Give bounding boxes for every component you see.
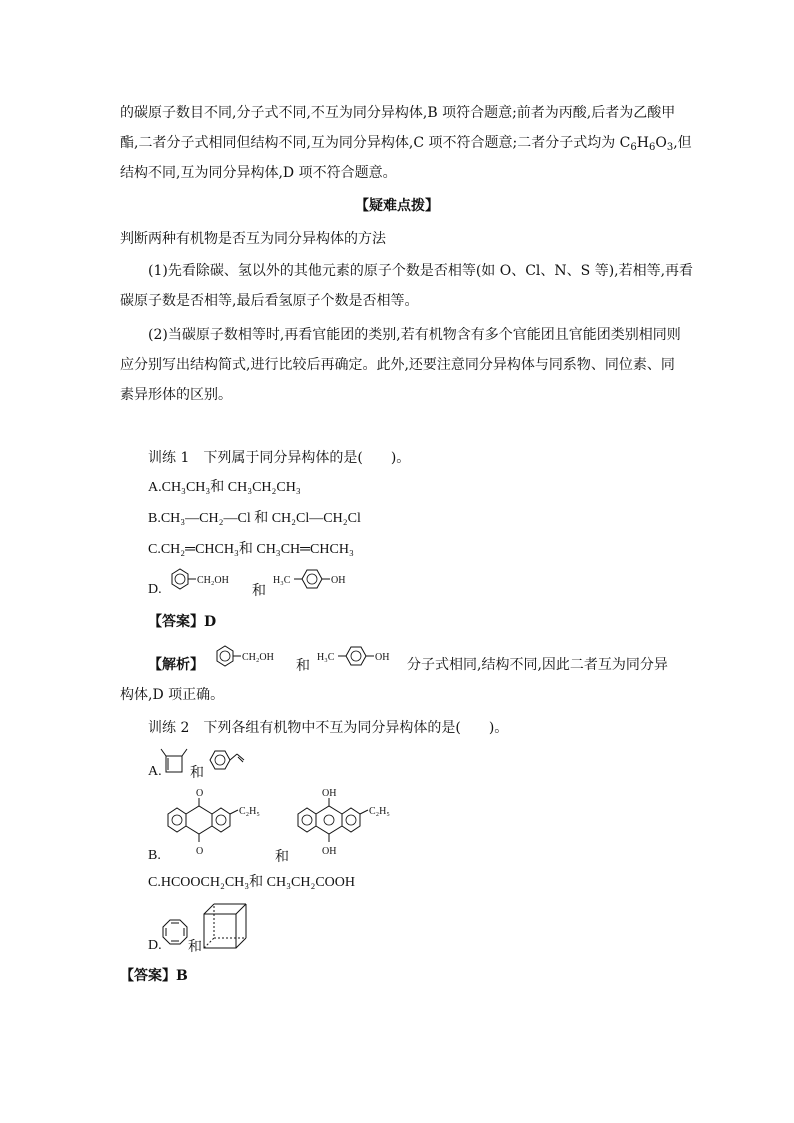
formula-label: CH₂OH [197, 575, 229, 586]
text-run: O [655, 135, 667, 151]
paragraph-line: 应分别写出结构简式,进行比较后再确定。此外,还要注意同分异构体与同系物、同位素、同 [120, 357, 675, 373]
paragraph-line: 碳原子数是否相等,最后看氢原子个数是否相等。 [120, 293, 419, 309]
benzyl-alcohol-structure [166, 568, 246, 596]
dimethylcyclobutene-structure [160, 746, 190, 780]
exercise1-option-d-prefix: D. [148, 582, 162, 597]
subscript: 6 [648, 142, 656, 153]
exercise2-question: 训练 2 下列各组有机物中不互为同分异构体的是( )。 [148, 720, 509, 736]
formula-label: OH [331, 575, 346, 586]
atom-label: OH [322, 788, 337, 799]
method-heading: 判断两种有机物是否互为同分异构体的方法 [120, 231, 386, 247]
and-word: 和 [296, 658, 310, 674]
paragraph-line: 结构不同,互为同分异构体,D 项不符合题意。 [120, 165, 397, 181]
formula-label: H₃C [317, 652, 335, 663]
subscript: 6 [630, 142, 637, 153]
paragraph-line [120, 133, 692, 153]
subscript: 3 [666, 142, 674, 153]
p-cresol-structure [272, 568, 372, 596]
paragraph-line: (1)先看除碳、氢以外的其他元素的原子个数是否相等(如 O、Cl、N、S 等),若相等,再看 [148, 263, 694, 279]
exercise2-option-b-prefix: B. [148, 848, 161, 863]
and-word: 和 [252, 583, 266, 599]
ethylanthracenediol-structure [290, 784, 410, 862]
substituent-label: C₂H₅ [239, 806, 260, 817]
benzyl-alcohol-structure [211, 645, 291, 673]
and-word: 和 [190, 765, 204, 781]
paragraph-line: 素异形体的区别。 [120, 387, 232, 403]
exercise2-option-c: C.HCOOCH₂CH₃和 CH₃CH₂COOH [148, 875, 355, 890]
cyclooctatetraene-structure [160, 918, 190, 948]
paragraph-line: 的碳原子数目不同,分子式不同,不互为同分异构体,B 项符合题意;前者为丙酸,后者为乙酸甲 [120, 105, 676, 121]
styrene-structure [208, 746, 258, 776]
analysis-tag: 【解析】 [148, 657, 204, 673]
section-title: 【疑难点拨】 [355, 198, 439, 214]
analysis-text: 分子式相同,结构不同,因此二者互为同分异 [407, 657, 668, 673]
exercise1-question: 训练 1 下列属于同分异构体的是( )。 [148, 450, 411, 466]
analysis-text: 构体,D 项正确。 [120, 687, 225, 703]
exercise2-option-a-prefix: A. [148, 764, 162, 779]
atom-label: O [196, 846, 204, 857]
formula-label: OH [375, 652, 390, 663]
text-run: 酯,二者分子式相同但结构不同,互为同分异构体,C 项不符合题意;二者分子式均为 C [120, 135, 631, 151]
text-run: ,但 [673, 135, 692, 151]
cubane-structure [202, 900, 250, 952]
formula-label: H₃C [273, 575, 291, 586]
p-cresol-structure [316, 645, 416, 673]
paragraph-line: (2)当碳原子数相等时,再看官能团的类别,若有机物含有多个官能团且官能团类别相同则 [148, 327, 681, 343]
exercise2-option-d-prefix: D. [148, 938, 162, 953]
exercise1-answer: 【答案】D [148, 614, 217, 630]
and-word: 和 [275, 849, 289, 865]
atom-label: O [196, 788, 204, 799]
exercise2-answer: 【答案】B [120, 968, 188, 984]
formula-label: CH₂OH [242, 652, 274, 663]
and-word: 和 [188, 939, 202, 955]
atom-label: OH [322, 846, 337, 857]
exercise1-option-b: B.CH₃—CH₂—Cl 和 CH₂Cl—CH₂Cl [148, 511, 361, 526]
exercise1-option-c: C.CH₂═CHCH₃和 CH₃CH═CHCH₃ [148, 542, 354, 557]
substituent-label: C₂H₅ [369, 806, 390, 817]
ethylanthraquinone-structure [160, 784, 280, 862]
text-run: H [636, 135, 649, 151]
exercise1-option-a: A.CH₃CH₃和 CH₃CH₂CH₃ [148, 480, 301, 495]
